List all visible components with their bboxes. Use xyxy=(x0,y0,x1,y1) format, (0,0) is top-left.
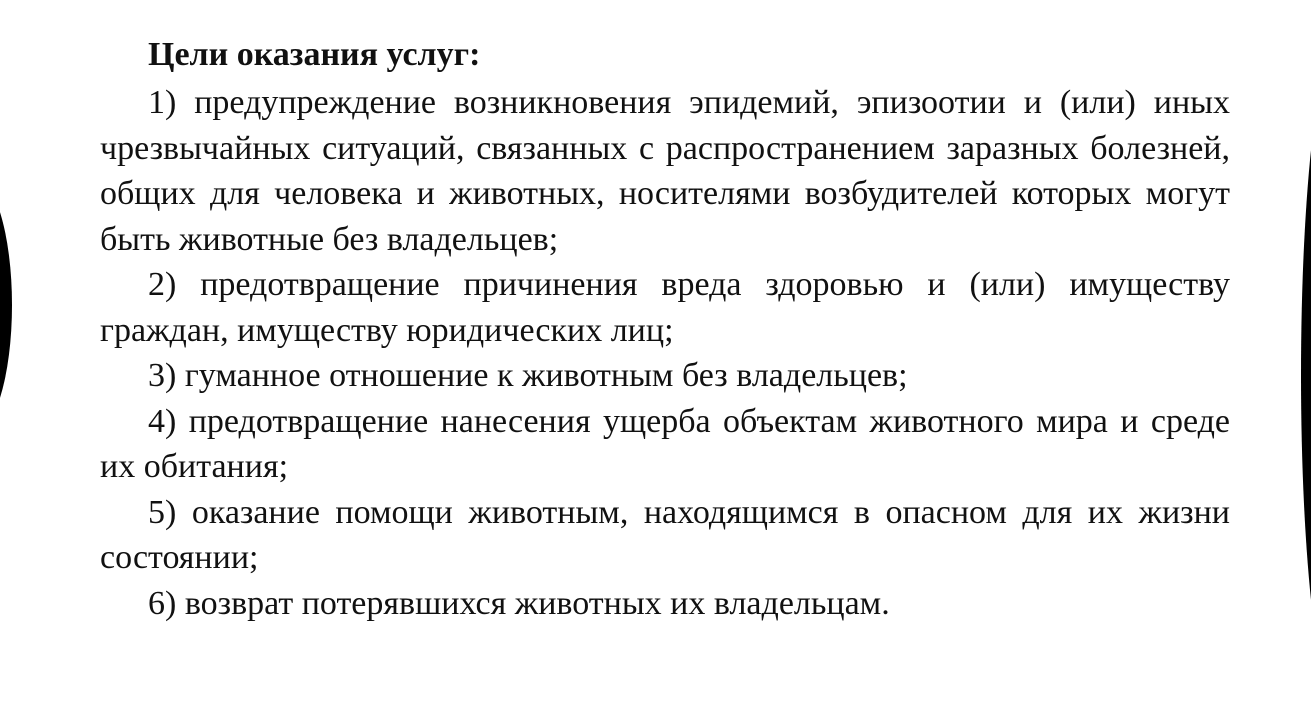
goal-item-6: 6) возврат потерявшихся животных их владельцам. xyxy=(148,584,890,622)
goal-item-5: 5) оказание помощи животным, находящимся в опасном для их жизни состоянии; xyxy=(100,493,1230,576)
goal-item-1: 1) предупреждение возникновения эпидемий, эпизоотии и (или) иных чрезвычайных ситуаций, связанных с распространением заразных болезней, общих для человека и животных, носителями возбудителей которых могут быть животные без владельцев; xyxy=(100,84,1230,258)
goal-item-3: 3) гуманное отношение к животным без владельцев; xyxy=(148,357,908,394)
section-heading: Цели оказания услуг: xyxy=(148,36,481,73)
goal-item-2: 2) предотвращение причинения вреда здоровью и (или) имуществу граждан, имуществу юридических лиц; xyxy=(100,266,1230,349)
goal-item-4: 4) предотвращение нанесения ущерба объектам животного мира и среде их обитания; xyxy=(100,402,1230,485)
document-body xyxy=(100,30,1230,626)
left-page-edge-shadow xyxy=(0,175,12,435)
right-page-edge-shadow xyxy=(1301,35,1311,715)
